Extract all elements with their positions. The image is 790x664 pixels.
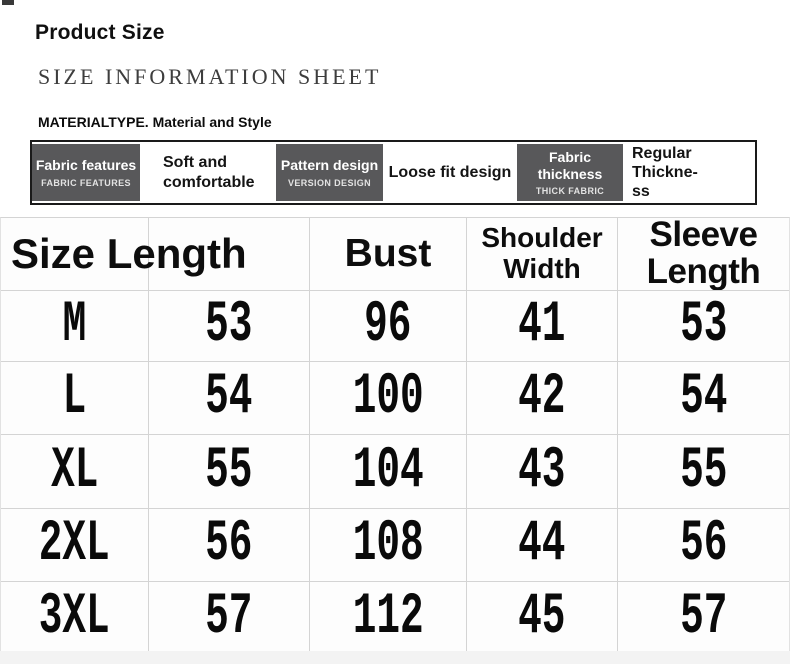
feature-label-line: Soft and	[163, 154, 227, 172]
cell-value: 108	[352, 512, 424, 577]
header-line: Sleeve	[649, 218, 758, 255]
size-label-cell	[1, 435, 148, 508]
material-section-label: MATERIALTYPE. Material and Style	[38, 114, 272, 130]
header-cell-length	[149, 218, 309, 290]
size-label-cell	[1, 582, 148, 653]
header-cell-size	[1, 218, 148, 290]
cell-value: 53	[679, 293, 728, 358]
feature-badge-fabric-features	[32, 144, 140, 201]
measurement-cell	[618, 435, 789, 508]
feature-badge-subtitle: FABRIC FEATURES	[41, 177, 131, 188]
cell-value: L	[62, 365, 87, 430]
header-line: Length	[646, 252, 761, 290]
cell-value: 55	[205, 438, 253, 504]
cell-value: 43	[518, 438, 566, 504]
cell-value: 56	[679, 512, 728, 577]
header-line: Width	[503, 253, 581, 284]
cell-value: 104	[352, 438, 424, 504]
measurement-cell	[310, 509, 466, 581]
feature-label-soft-comfortable	[140, 142, 276, 203]
bottom-strip	[0, 651, 790, 664]
feature-label-line: comfortable	[163, 173, 255, 191]
cell-value: 53	[205, 293, 253, 358]
page-title: Product Size	[35, 21, 165, 44]
header-cell-shoulder-width	[467, 218, 617, 290]
feature-label-regular-thickness	[623, 142, 755, 203]
cell-value: 57	[205, 584, 253, 650]
measurement-cell	[149, 509, 309, 581]
cell-value: XL	[50, 438, 99, 504]
feature-label-loose-fit	[383, 142, 517, 203]
measurement-cell	[618, 509, 789, 581]
size-label-cell	[1, 509, 148, 581]
cell-value: 54	[679, 365, 728, 430]
measurement-cell	[310, 291, 466, 361]
feature-label-line: Loose fit design	[388, 163, 512, 181]
cell-value: 112	[352, 584, 424, 650]
feature-badge-pattern-design	[276, 144, 383, 201]
page-subtitle: SIZE INFORMATION SHEET	[38, 64, 382, 89]
cell-value: 44	[518, 512, 566, 577]
measurement-cell	[310, 435, 466, 508]
header-cell-sleeve-length	[618, 218, 789, 290]
measurement-cell	[310, 582, 466, 653]
feature-badge-title: Pattern design	[280, 157, 379, 174]
cell-value: 54	[205, 365, 253, 430]
header-cell-bust: Bust	[310, 218, 466, 290]
size-table-grid	[0, 217, 790, 655]
measurement-cell	[310, 362, 466, 434]
feature-badge-fabric-thickness	[517, 144, 623, 201]
feature-label-line: ss	[632, 183, 650, 201]
header-line: Shoulder	[481, 222, 603, 254]
feature-badge-subtitle: THICK FABRIC	[535, 185, 605, 196]
cell-value: 56	[205, 512, 253, 577]
cell-value: 3XL	[38, 584, 110, 650]
measurement-cell	[149, 291, 309, 361]
feature-badge-subtitle: VERSION DESIGN	[287, 177, 372, 188]
size-table	[0, 217, 790, 655]
feature-badge-title: Fabric thickness	[537, 149, 603, 182]
size-label-cell	[1, 362, 148, 434]
measurement-cell	[618, 582, 789, 653]
cell-value: 55	[679, 438, 728, 504]
measurement-cell	[467, 291, 617, 361]
cell-value: 57	[679, 584, 728, 650]
cell-value: 100	[352, 365, 424, 430]
measurement-cell	[149, 362, 309, 434]
measurement-cell	[618, 362, 789, 434]
header-merged-size-length: Size Length	[11, 230, 247, 277]
cell-value: M	[62, 293, 87, 358]
feature-bar	[30, 140, 757, 205]
measurement-cell	[467, 509, 617, 581]
measurement-cell	[149, 582, 309, 653]
corner-artifact-mark	[2, 0, 14, 5]
cell-value: 42	[518, 365, 566, 430]
cell-value: 96	[364, 293, 412, 358]
size-label-cell	[1, 291, 148, 361]
cell-value: 2XL	[38, 512, 110, 577]
measurement-cell	[467, 362, 617, 434]
measurement-cell	[467, 435, 617, 508]
feature-label-line: Regular Thickne-	[632, 144, 698, 181]
cell-value: 41	[518, 293, 566, 358]
measurement-cell	[467, 582, 617, 653]
measurement-cell	[149, 435, 309, 508]
feature-badge-title: Fabric features	[35, 157, 137, 174]
cell-value: 45	[518, 584, 566, 650]
measurement-cell	[618, 291, 789, 361]
